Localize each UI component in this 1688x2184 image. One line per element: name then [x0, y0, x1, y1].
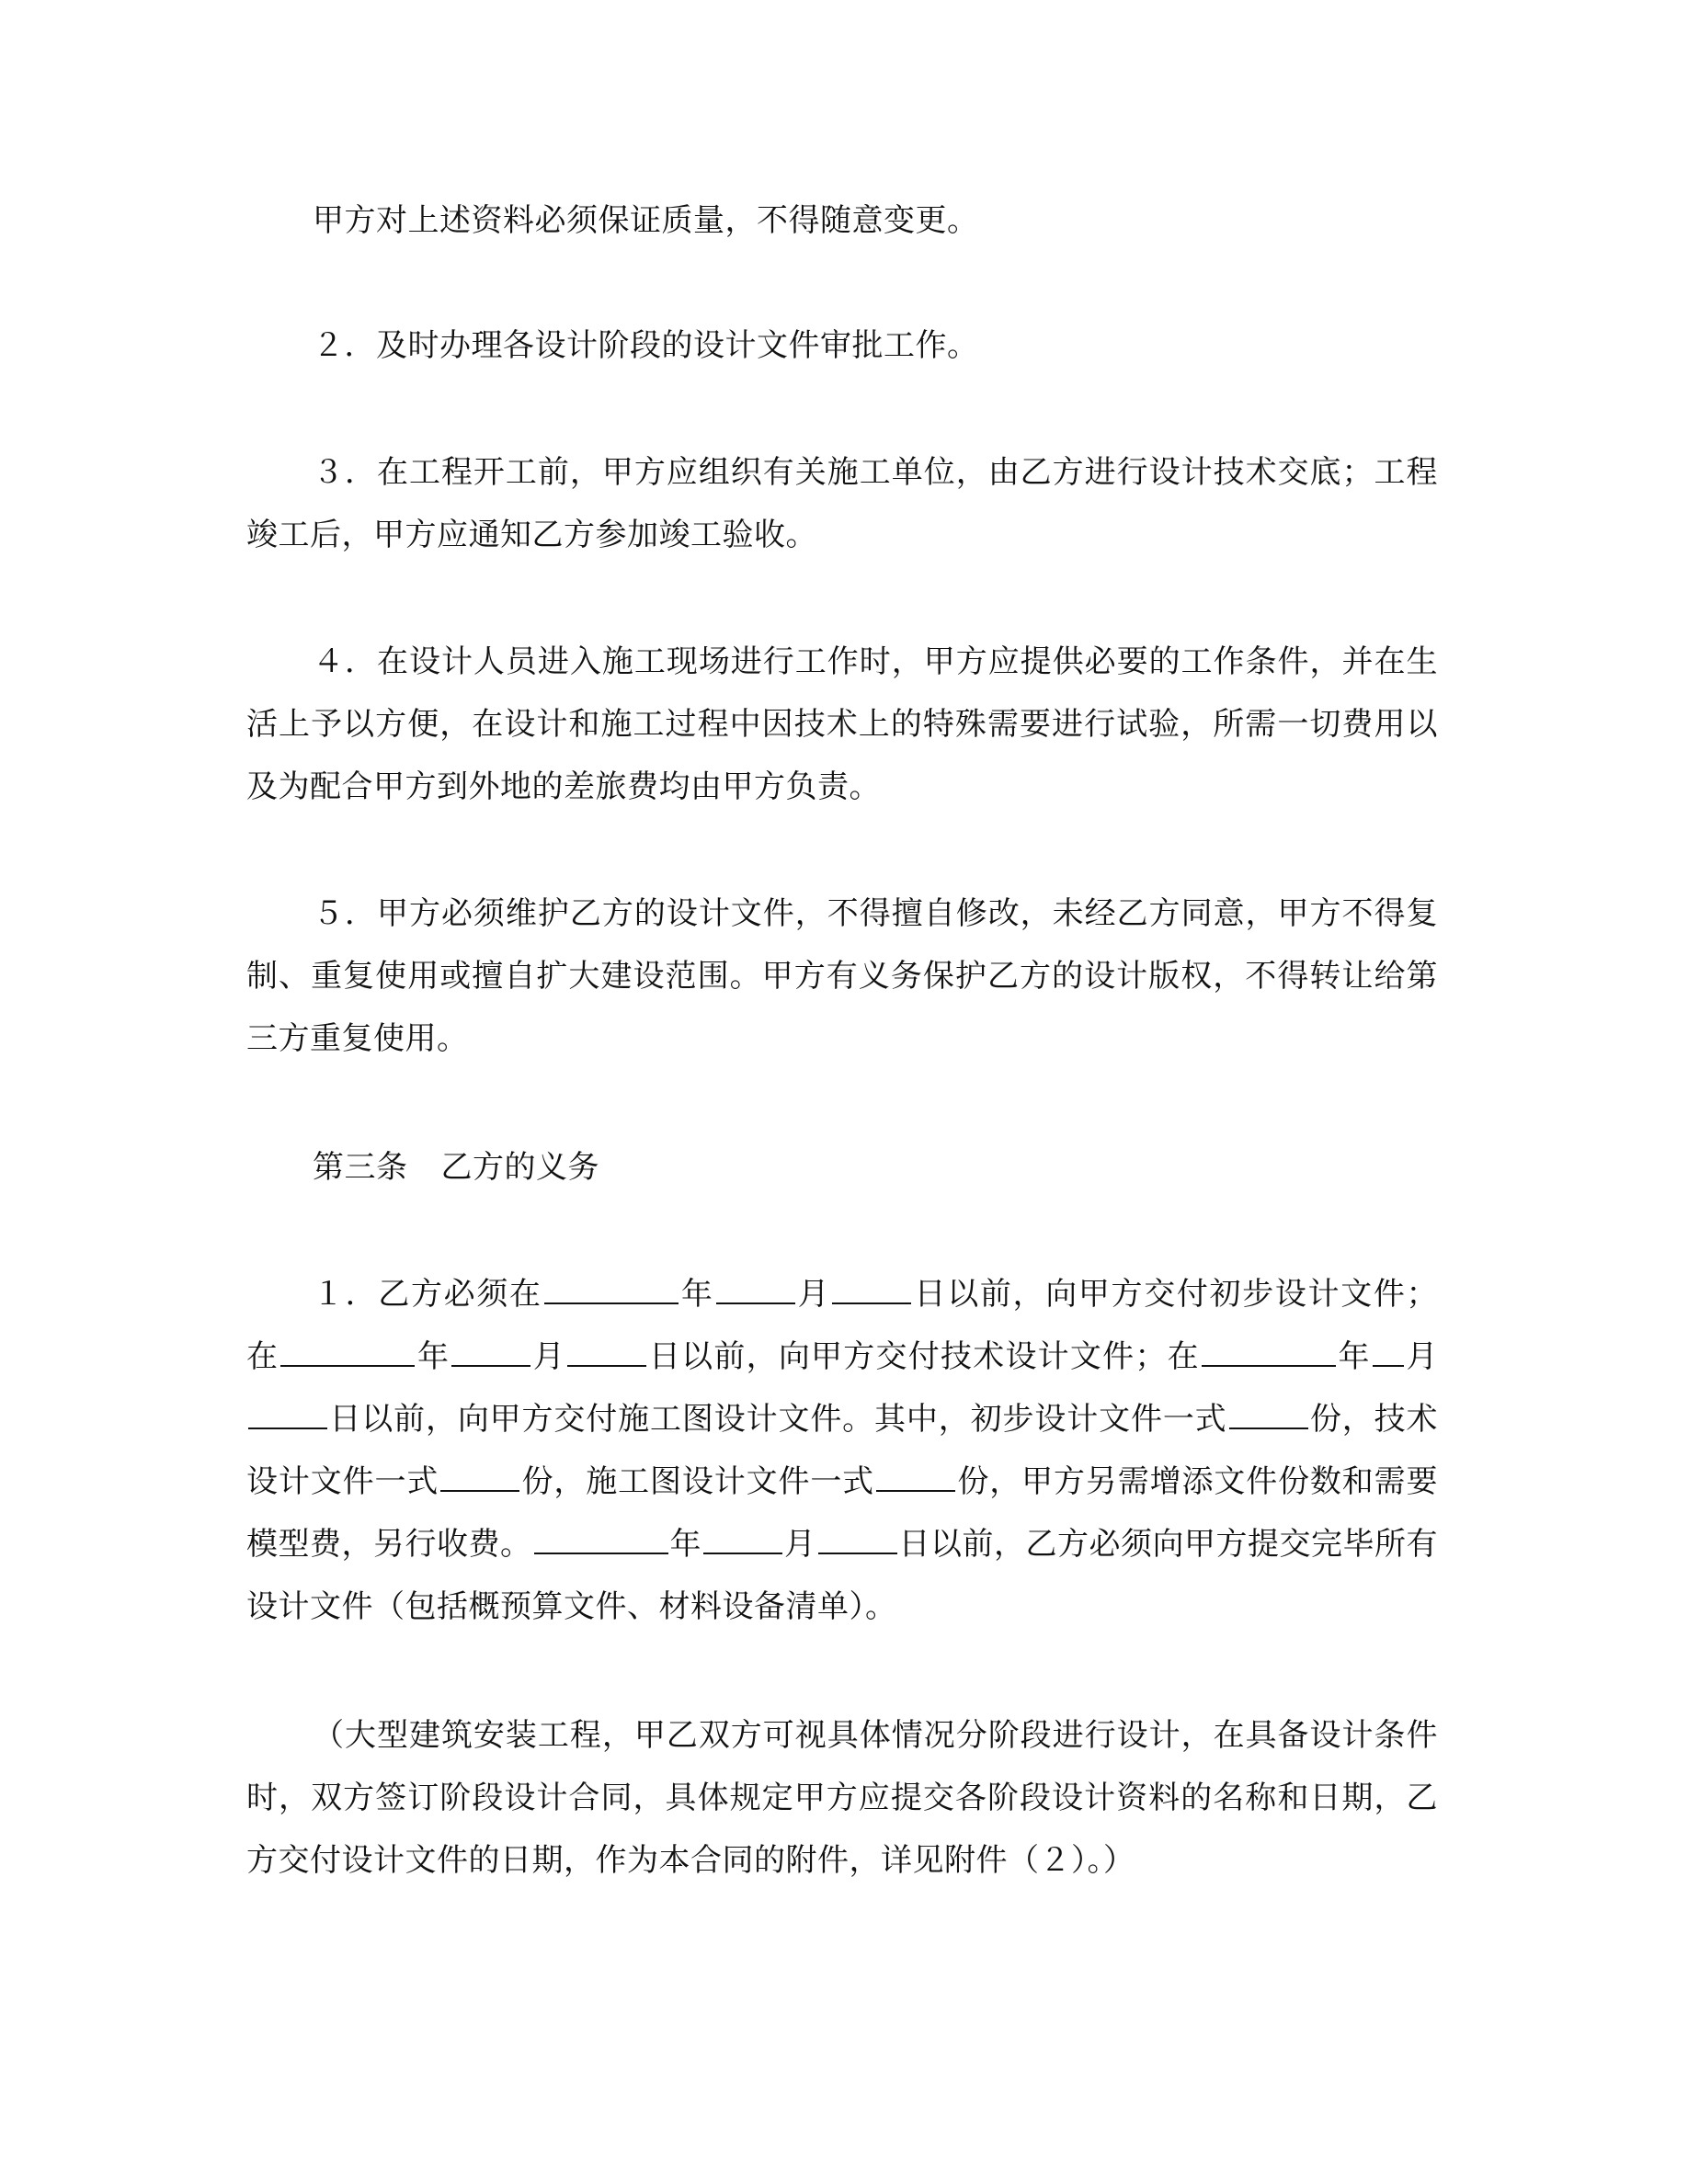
text-segment: １．乙方必须在 [313, 1276, 542, 1313]
fill-blank-year[interactable] [280, 1334, 415, 1367]
article-title: 乙方的义务 [440, 1149, 599, 1186]
fill-blank-day[interactable] [567, 1334, 646, 1367]
fill-blank-day[interactable] [832, 1271, 911, 1304]
text-segment: 年 [669, 1526, 701, 1563]
text-segment: 月 [796, 1276, 831, 1313]
text-segment: 份，甲方另需增添文件份数和需要模型费，另行收费。 [246, 1463, 1439, 1563]
fill-blank-month[interactable] [703, 1521, 782, 1554]
text-segment: 年 [1337, 1338, 1371, 1375]
article-heading [246, 1136, 1438, 1199]
fill-blank-year[interactable] [534, 1521, 668, 1554]
fill-blank-month[interactable] [1373, 1334, 1404, 1367]
fill-blank-year[interactable] [1202, 1334, 1336, 1367]
fill-blank-month[interactable] [716, 1271, 795, 1304]
fill-blank-copies[interactable] [1229, 1396, 1308, 1429]
text-segment: 日以前，乙方必须向甲方提交完毕所有设计文件（包括概预算文件、材料设备清单）。 [246, 1526, 1438, 1625]
text-segment: 年 [416, 1338, 451, 1375]
text-segment: 份，施工图设计文件一式 [521, 1463, 875, 1500]
text-segment: 日以前，向甲方交付技术设计文件；在 [648, 1338, 1200, 1375]
paragraph-item-5: ５．甲方必须维护乙方的设计文件，不得擅自修改，未经乙方同意，甲方不得复制、重复使用或擅自扩大建设范围。甲方有义务保护乙方的设计版权，不得转让给第三方重复使用。 [246, 895, 1438, 1057]
fill-blank-copies[interactable] [876, 1459, 955, 1492]
paragraph-item-3: ３．在工程开工前，甲方应组织有关施工单位，由乙方进行设计技术交底；工程竣工后，甲方应通知乙方参加竣工验收。 [246, 454, 1438, 553]
paragraph-item-2: ２．及时办理各设计阶段的设计文件审批工作。 [313, 327, 979, 364]
paragraph-staged-design-note: （大型建筑安装工程，甲乙双方可视具体情况分阶段进行设计，在具备设计条件时，双方签订阶段设计合同，具体规定甲方应提交各阶段设计资料的名称和日期，乙方交付设计文件的日期，作为本合同的附件，详见附件（２）。） [246, 1717, 1438, 1879]
text-segment: 日以前，向甲方交付初步设计文件；在 [246, 1276, 1439, 1375]
fill-blank-year[interactable] [544, 1271, 679, 1304]
paragraph-material-quality: 甲方对上述资料必须保证质量，不得随意变更。 [313, 202, 979, 239]
paragraph-item-4: ４．在设计人员进入施工现场进行工作时，甲方应提供必要的工作条件，并在生活上予以方便，在设计和施工过程中因技术上的特殊需要进行试验，所需一切费用以及为配合甲方到外地的差旅费均由甲方负责。 [246, 643, 1438, 805]
fill-blank-month[interactable] [451, 1334, 530, 1367]
text-segment: 份，技术设计文件一式 [246, 1401, 1439, 1500]
text-segment: 年 [679, 1276, 714, 1313]
article-number: 第三条 [313, 1149, 408, 1186]
fill-blank-day[interactable] [818, 1521, 897, 1554]
text-segment: 月 [1405, 1338, 1439, 1375]
paragraph-party-b-item-1 [246, 1263, 1438, 1638]
fill-blank-day[interactable] [248, 1396, 327, 1429]
text-segment: 日以前，向甲方交付施工图设计文件。其中，初步设计文件一式 [329, 1401, 1227, 1438]
text-segment: 月 [784, 1526, 816, 1563]
text-segment: 月 [532, 1338, 566, 1375]
fill-blank-copies[interactable] [440, 1459, 519, 1492]
